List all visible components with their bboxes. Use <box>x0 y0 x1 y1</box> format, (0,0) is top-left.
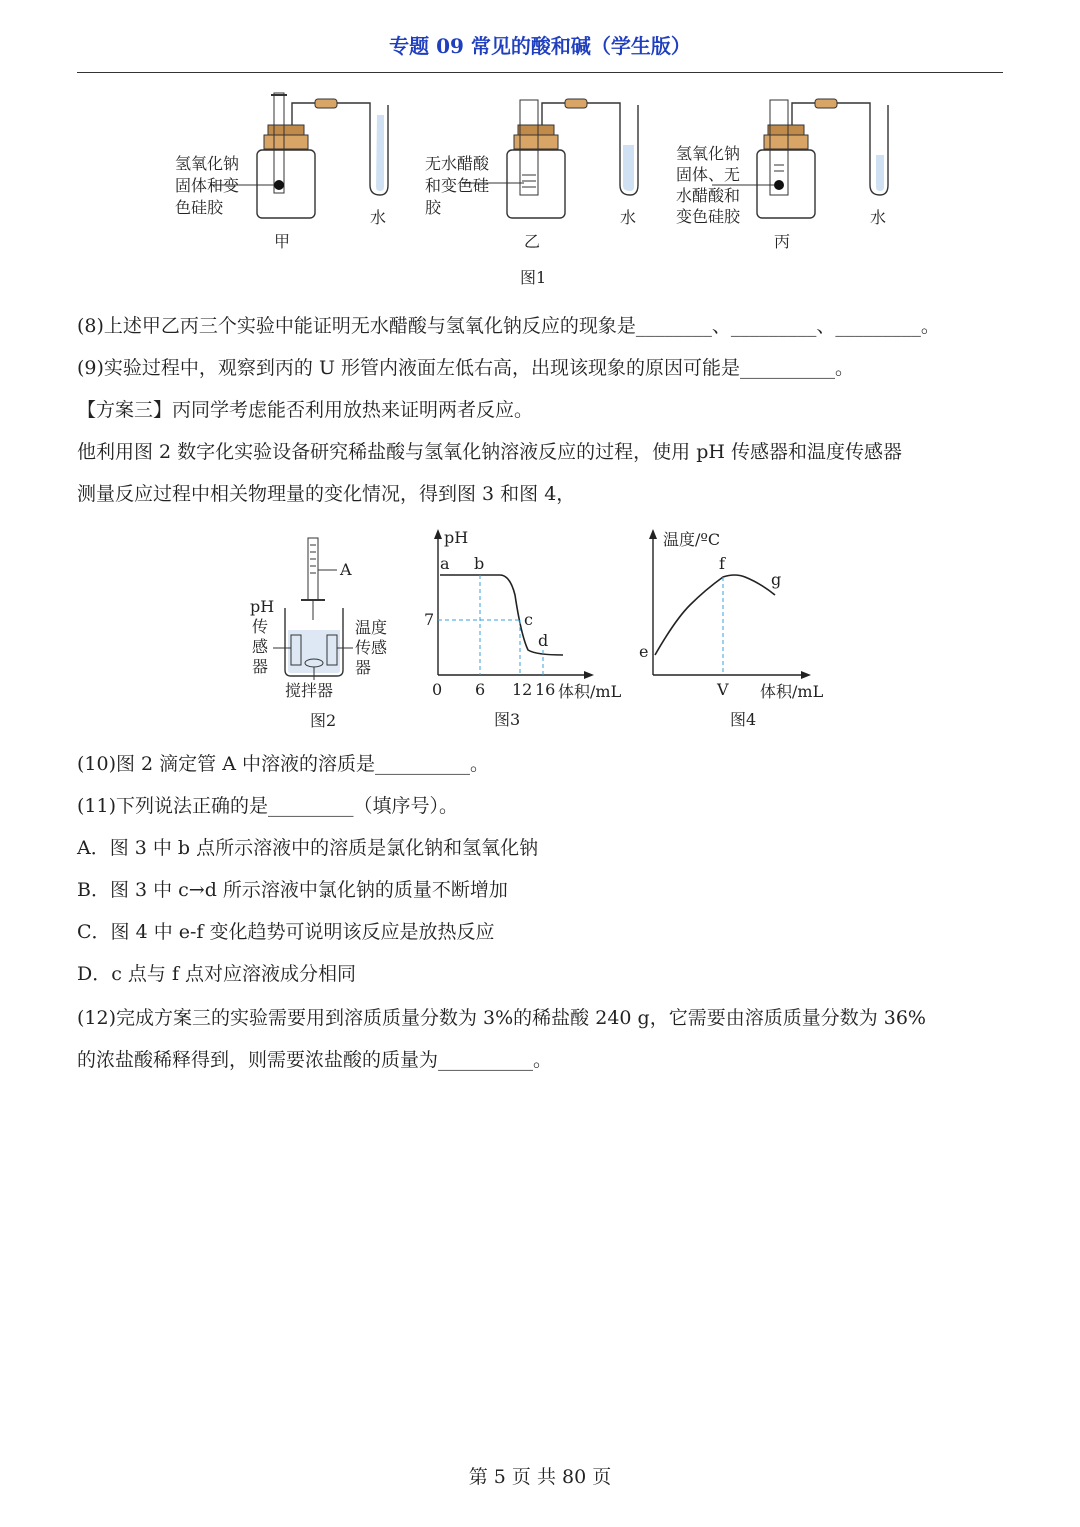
chart4-temp-curve <box>655 575 775 655</box>
chart4-point-e: e <box>639 642 649 661</box>
chart4-caption: 图4 <box>730 710 757 729</box>
option-d: D．c 点与 f 点对应溶液成分相同 <box>77 963 357 985</box>
figure-4-chart <box>635 525 850 735</box>
chart4-point-g: g <box>771 570 782 589</box>
page-footer: 第 5 页 共 80 页 <box>468 1466 612 1488</box>
chart4-xtick-v: V <box>717 680 729 699</box>
fig2-caption: 图2 <box>310 711 337 730</box>
chart3-xtick-0: 0 <box>432 680 443 699</box>
fig2-temp-line2: 传感 <box>355 638 388 657</box>
option-c: C．图 4 中 e-f 变化趋势可说明该反应是放热反应 <box>77 921 495 943</box>
figure-1 <box>170 85 930 290</box>
figure-3-chart <box>418 525 633 735</box>
option-a: A．图 3 中 b 点所示溶液中的溶质是氯化钠和氢氧化钠 <box>77 837 539 859</box>
fig1-tag-yi: 乙 <box>524 232 541 251</box>
fig2-temp-line1: 温度 <box>355 618 388 637</box>
chart3-point-d: d <box>538 631 549 650</box>
chart3-xtick-16: 16 <box>535 680 556 699</box>
fig1-label-1-line3: 色硅胶 <box>175 198 224 217</box>
header-rule <box>77 72 1003 73</box>
fig2-label-a: A <box>340 560 352 579</box>
question-12-line1: (12)完成方案三的实验需要用到溶质质量分数为 3%的稀盐酸 240 g，它需要由溶质质量分数为 36% <box>77 1007 926 1029</box>
intro-line-2: 测量反应过程中相关物理量的变化情况，得到图 3 和图 4， <box>77 483 576 505</box>
fig1-water-1: 水 <box>370 208 387 227</box>
fig1-label-1-line2: 固体和变 <box>175 176 240 195</box>
plan-3-heading: 【方案三】丙同学考虑能否利用放热来证明两者反应。 <box>77 399 534 421</box>
fig1-label-3-line4: 变色硅胶 <box>676 207 741 226</box>
fig1-label-1-line1: 氢氧化钠 <box>175 154 240 173</box>
chart3-point-b: b <box>474 554 485 573</box>
question-11: (11)下列说法正确的是_________（填序号）。 <box>77 795 459 817</box>
fig2-ph-line2: 传 <box>252 617 269 636</box>
option-b: B．图 3 中 c→d 所示溶液中氯化钠的质量不断增加 <box>77 879 508 901</box>
fig1-label-2-line1: 无水醋酸 <box>425 154 490 173</box>
chart3-point-c: c <box>524 610 533 629</box>
fig1-tag-jia: 甲 <box>274 232 291 251</box>
fig1-tag-bing: 丙 <box>774 232 791 251</box>
fig1-label-3-line2: 固体、无 <box>676 165 741 184</box>
question-12-line2: 的浓盐酸稀释得到，则需要浓盐酸的质量为__________。 <box>77 1049 553 1071</box>
chart3-xtick-12: 12 <box>512 680 533 699</box>
fig1-water-3: 水 <box>870 208 887 227</box>
chart3-xtick-6: 6 <box>475 680 486 699</box>
chart3-ylabel: pH <box>444 528 469 547</box>
fig2-stirrer: 搅拌器 <box>285 681 334 700</box>
chart3-ytick-7: 7 <box>424 610 435 629</box>
fig2-ph-line4: 器 <box>252 657 269 676</box>
chart4-xlabel: 体积/mL <box>760 682 824 701</box>
question-9: (9)实验过程中，观察到丙的 U 形管内液面左低右高，出现该现象的原因可能是__________。 <box>77 357 855 379</box>
fig1-label-3-line1: 氢氧化钠 <box>676 144 741 163</box>
question-8: (8)上述甲乙丙三个实验中能证明无水醋酸与氢氧化钠反应的现象是________、_________、_________。 <box>77 315 940 337</box>
fig1-label-2-line2: 和变色硅 <box>425 176 490 195</box>
fig1-caption: 图1 <box>520 268 547 287</box>
fig1-label-3-line3: 水醋酸和 <box>676 186 741 205</box>
chart4-ylabel: 温度/ºC <box>663 530 721 549</box>
chart3-xlabel: 体积/mL <box>558 682 622 701</box>
intro-line-1: 他利用图 2 数字化实验设备研究稀盐酸与氢氧化钠溶液反应的过程，使用 pH 传感器和温度传感器 <box>77 441 902 463</box>
chart3-caption: 图3 <box>494 710 521 729</box>
question-10: (10)图 2 滴定管 A 中溶液的溶质是__________。 <box>77 753 489 775</box>
fig2-ph-line3: 感 <box>252 637 269 656</box>
fig1-water-2: 水 <box>620 208 637 227</box>
fig1-label-2-line3: 胶 <box>425 198 442 217</box>
fig2-ph-line1: pH <box>250 597 275 616</box>
chart3-point-a: a <box>440 554 450 573</box>
chart4-point-f: f <box>719 554 725 573</box>
figure-2 <box>245 530 405 735</box>
fig2-temp-line3: 器 <box>355 658 372 677</box>
page-header-title: 专题 09 常见的酸和碱（学生版） <box>389 34 691 58</box>
